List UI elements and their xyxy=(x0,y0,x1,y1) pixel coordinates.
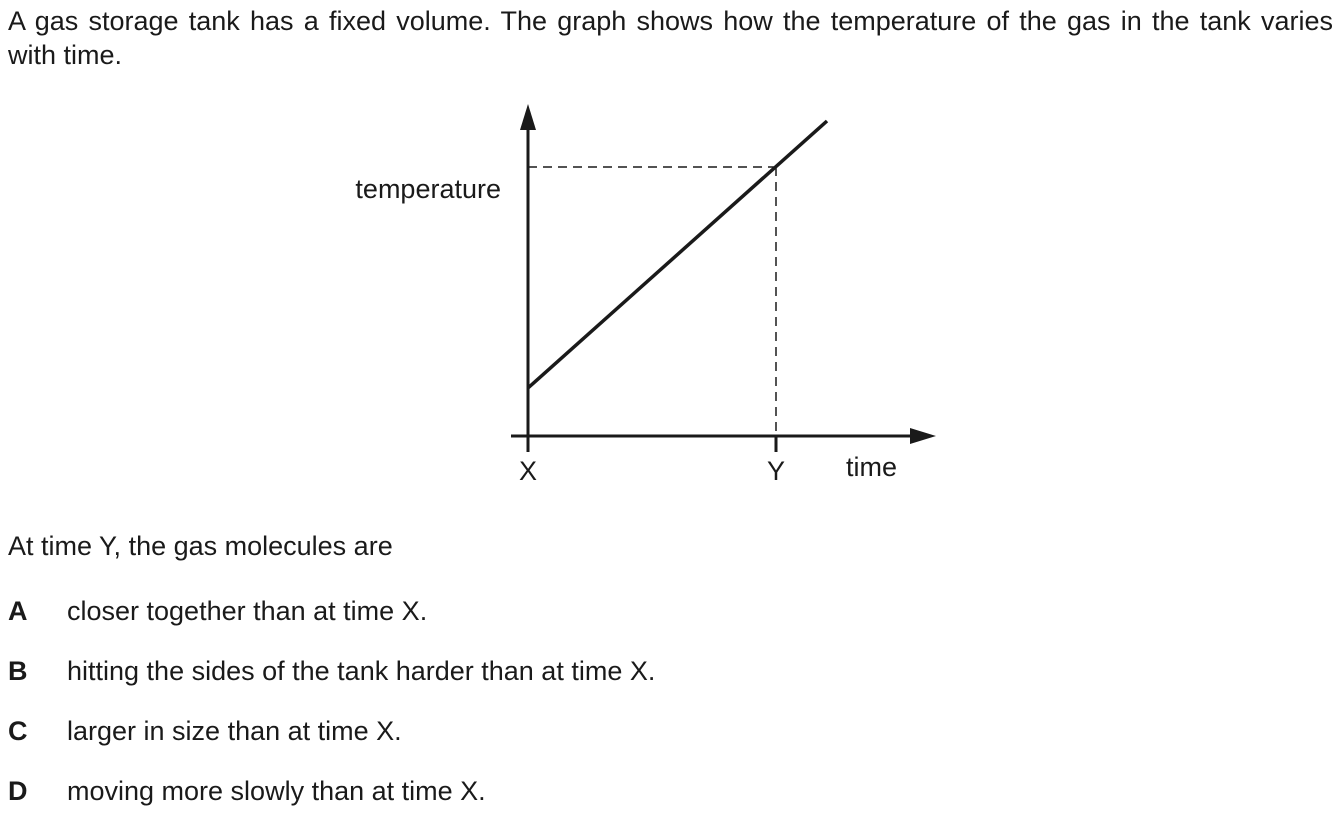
y-axis-label: temperature xyxy=(355,174,501,204)
option-text: hitting the sides of the tank harder than at time X. xyxy=(67,656,656,686)
option-text: closer together than at time X. xyxy=(67,596,428,626)
x-tick-label-y: Y xyxy=(766,456,786,486)
question-stem: At time Y, the gas molecules are xyxy=(8,531,393,561)
x-axis-arrow xyxy=(910,428,936,444)
option-c[interactable] xyxy=(8,714,402,748)
option-letter: C xyxy=(8,716,28,746)
y-axis-arrow xyxy=(520,104,536,130)
option-b[interactable] xyxy=(8,654,655,688)
option-text: larger in size than at time X. xyxy=(67,716,402,746)
option-d[interactable] xyxy=(8,774,486,808)
option-letter: D xyxy=(8,776,28,806)
question-intro: A gas storage tank has a fixed volume. The graph shows how the temperature of the gas in the tank varies with time. xyxy=(8,6,1333,70)
x-tick-label-x: X xyxy=(518,456,538,486)
option-letter: A xyxy=(8,596,28,626)
temperature-line xyxy=(528,121,827,388)
x-axis-label: time xyxy=(846,452,898,482)
option-a[interactable] xyxy=(8,594,427,628)
option-text: moving more slowly than at time X. xyxy=(67,776,486,806)
option-letter: B xyxy=(8,656,28,686)
